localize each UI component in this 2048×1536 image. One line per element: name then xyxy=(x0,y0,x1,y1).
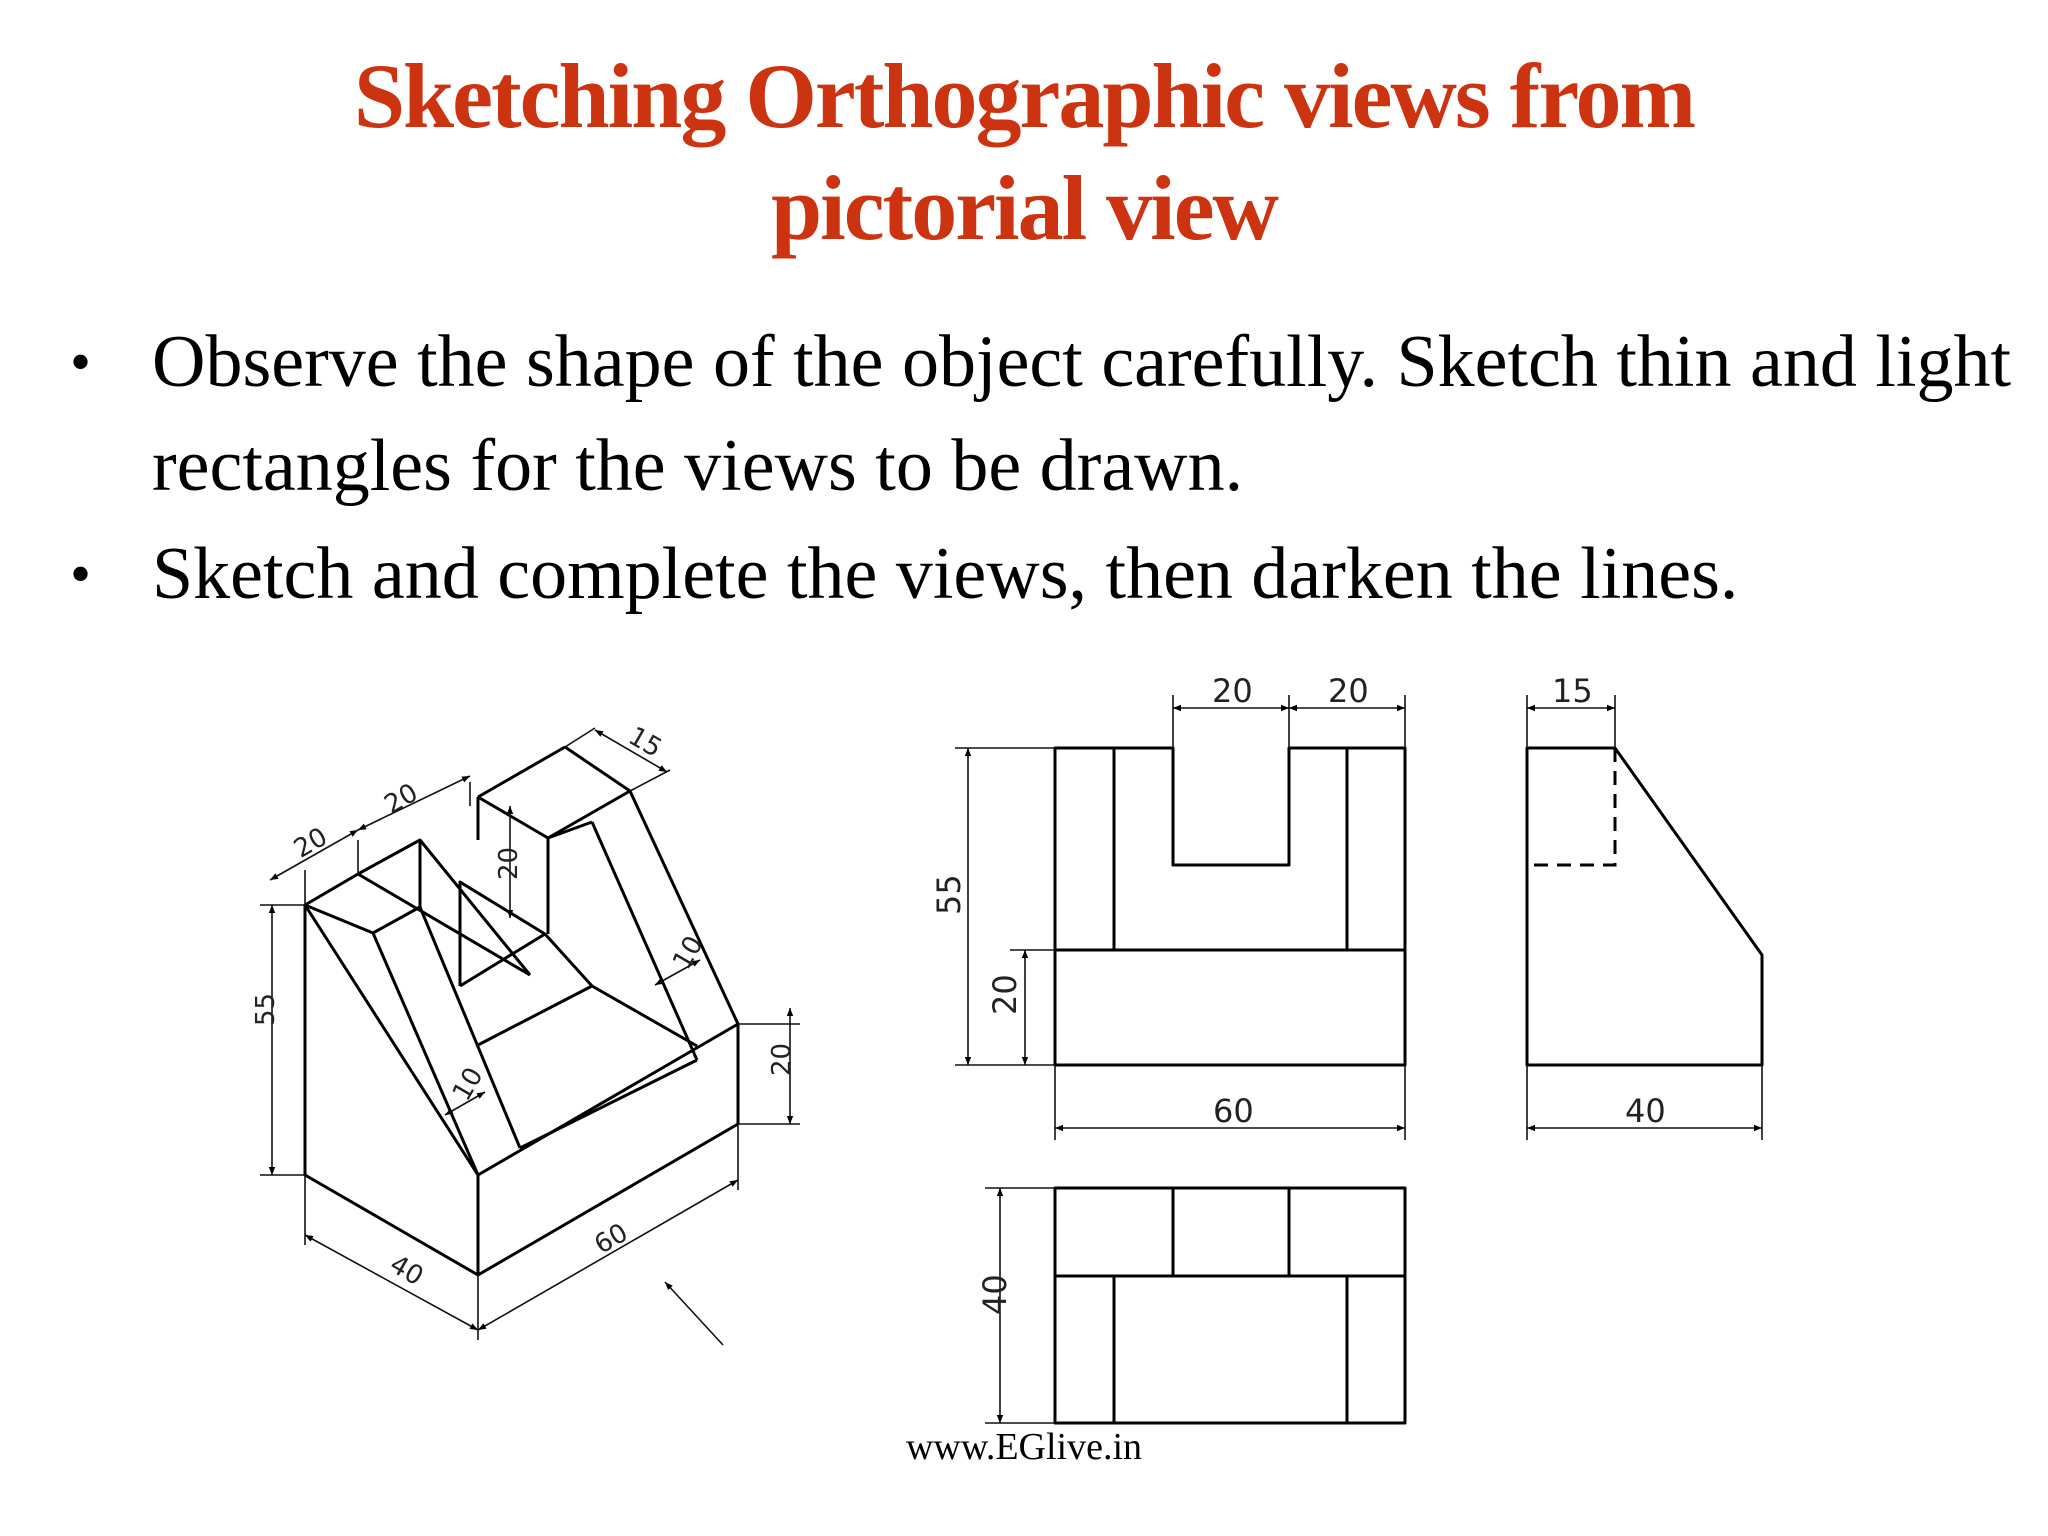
dim-slant-10a: 10 xyxy=(667,931,710,975)
title-line-1: Sketching Orthographic views from xyxy=(353,45,1695,147)
dim-slant-10b: 10 xyxy=(447,1062,490,1107)
front-dim-w20a: 20 xyxy=(1212,672,1253,710)
dim-slot-20: 20 xyxy=(494,846,524,880)
dim-top-15: 15 xyxy=(623,721,667,764)
front-dim-h20: 20 xyxy=(986,974,1024,1015)
arrow-icon xyxy=(665,1282,723,1345)
dim-top-20b: 20 xyxy=(379,777,424,821)
side-dim-w15: 15 xyxy=(1552,672,1593,710)
footer-url: www.EGlive.in xyxy=(905,1426,1143,1468)
bullet-icon: • xyxy=(70,329,92,395)
bullet-text: Sketch and complete the views, then darken the lines. xyxy=(152,533,1739,615)
side-dim-w40: 40 xyxy=(1625,1092,1666,1130)
side-view xyxy=(1527,672,1762,1140)
top-view xyxy=(976,1188,1405,1423)
front-dim-h55: 55 xyxy=(930,874,968,915)
dim-right-20: 20 xyxy=(767,1042,797,1076)
dim-base-60: 60 xyxy=(589,1217,634,1261)
bullet-text: Observe the shape of the object carefully. Sketch thin and light rectangles for the views to be drawn. xyxy=(152,321,2011,507)
bullet-icon: • xyxy=(70,541,92,607)
front-view xyxy=(930,672,1405,1140)
isometric-view xyxy=(251,721,800,1345)
top-dim-h40: 40 xyxy=(976,1274,1014,1315)
front-dim-w60: 60 xyxy=(1213,1092,1254,1130)
isometric-outline xyxy=(305,747,738,1275)
dim-base-40: 40 xyxy=(384,1249,429,1293)
dim-height-55: 55 xyxy=(251,992,281,1026)
dim-top-20a: 20 xyxy=(289,822,333,865)
front-dim-w20b: 20 xyxy=(1328,672,1369,710)
title-line-2: pictorial view xyxy=(771,157,1277,259)
